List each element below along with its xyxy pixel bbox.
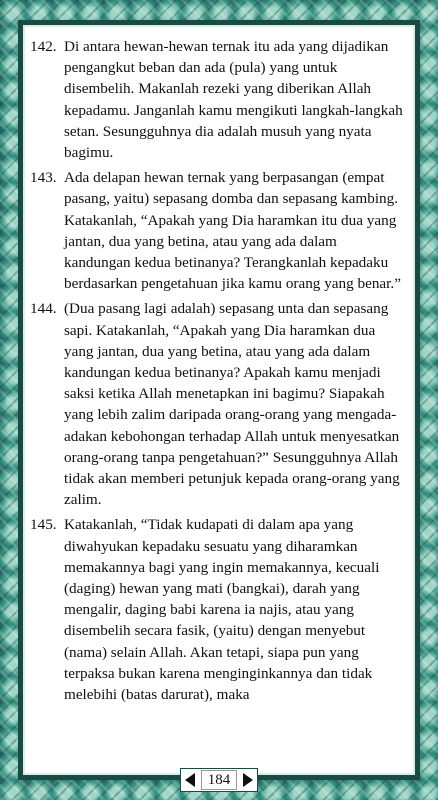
verse-text: Ada delapan hewan ternak yang berpasangan (empat pasang, yaitu) sepasang domba dan sepasang kambing. Katakanlah, “Apakah yang Dia haramkan itu dua yang jantan, dua yang betina, atau yang ada dalam kandungan kedua betinanya? Terangkanlah kepadaku berdasarkan pengetahuan jika kamu orang yang benar.” (64, 169, 401, 293)
verse-number: 145. (30, 516, 57, 534)
page-number: 184 (201, 770, 238, 790)
verse-142 (30, 36, 406, 163)
verse-144 (30, 298, 406, 510)
verse-text: (Dua pasang lagi adalah) sepasang unta dan sepasang sapi. Katakanlah, “Apakah yang Dia haramkan dua yang jantan, dua yang betina, atau yang ada dalam kandungan kedua betinanya? Apakah kamu menjadi saksi ketika Allah menetapkan ini bagimu? Siapakah yang lebih zalim daripada orang-orang yang mengada-adakan kebohongan terhadap Allah untuk menyesatkan orang-orang tanpa pengetahuan?” Sesungguhnya Allah tidak akan memberi petunjuk kepada orang-orang yang zalim. (64, 300, 400, 509)
triangle-left-icon[interactable] (185, 773, 195, 787)
verse-number: 143. (30, 169, 57, 187)
pager (180, 768, 259, 792)
verse-number: 144. (30, 300, 57, 318)
triangle-right-icon[interactable] (243, 773, 253, 787)
verse-number: 142. (30, 38, 57, 55)
verse-text: Katakanlah, “Tidak kudapati di dalam apa yang diwahyukan kepadaku sesuatu yang diharamkan memakannya bagi yang ingin memakannya, kecuali (daging) hewan yang mati (bangkai), darah yang mengalir, daging babi karena ia najis, atau yang disembelih secara fasik, (yaitu) dengan menyebut (nama) selain Allah. Akan tetapi, siapa pun yang terpaksa bukan karena menginginkannya dan tidak melebihi (batas darurat), maka (64, 516, 380, 704)
verse-143 (30, 167, 406, 294)
page-footer (0, 768, 438, 792)
verse-text: Di antara hewan-hewan ternak itu ada yang dijadikan pengangkut beban dan ada (pula) yang untuk disembelih. Makanlah rezeki yang diberikan Allah kepadamu. Janganlah kamu mengikuti langkah-langkah setan. Sesungguhnya dia adalah musuh yang nyata bagimu. (64, 38, 403, 162)
verse-145 (30, 514, 406, 705)
verse-content (30, 36, 406, 752)
